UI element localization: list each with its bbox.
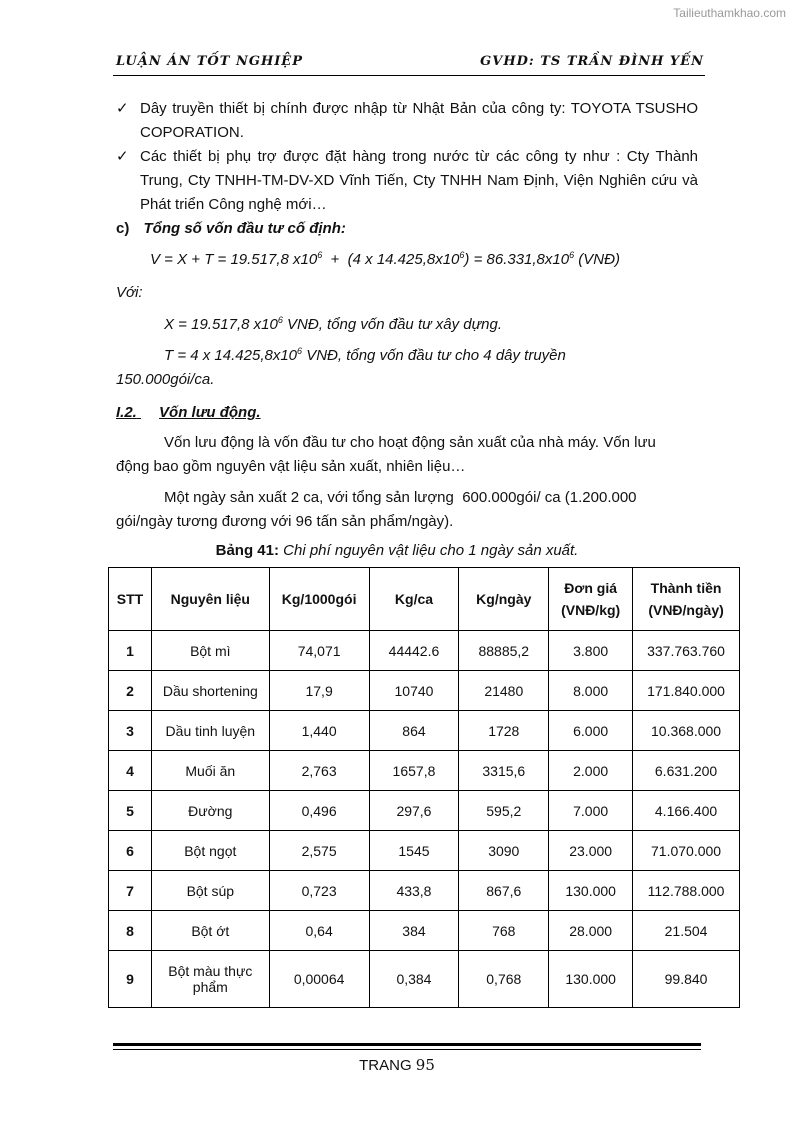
cell-unit-price: 2.000 [549, 751, 633, 791]
cell-kg-per-day: 867,6 [459, 871, 549, 911]
section-1-2-heading [116, 401, 698, 425]
cell-stt: 3 [109, 711, 152, 751]
header-rule [113, 75, 705, 76]
formula-rhs: ) = 86.331,8x10 [464, 251, 570, 268]
x-definition-exp: 6 [277, 315, 283, 325]
section-1-2-title: Vốn lưu động. [159, 404, 261, 421]
formula-exp: 6 [459, 250, 465, 260]
table-row [109, 791, 740, 831]
x-definition-desc: VNĐ, tổng vốn đầu tư xây dựng. [282, 316, 502, 333]
bullet-text: Dây truyền thiết bị chính được nhập từ Nhật Bản của công ty: TOYOTA TSUSHO COPORATION. [140, 100, 698, 141]
t-definition [164, 344, 746, 368]
t-definition-exp: 6 [297, 346, 303, 356]
table-row [109, 871, 740, 911]
table-body [109, 631, 740, 1008]
table-row [109, 751, 740, 791]
working-capital-para-line1: Vốn lưu động là vốn đầu tư cho hoạt động sản xuất của nhà máy. Vốn lưu [164, 434, 656, 451]
cell-stt: 8 [109, 911, 152, 951]
x-definition [164, 313, 746, 337]
cell-total: 337.763.760 [633, 631, 740, 671]
table-caption-label: Bảng 41: [215, 542, 279, 559]
col-header-unit-price: Đơn giá (VNĐ/kg) [549, 568, 633, 631]
footer-rule-thin [113, 1049, 701, 1050]
material-cost-table [108, 567, 740, 1008]
production-para-line2: gói/ngày tương đương với 96 tấn sản phẩm/ngày). [116, 513, 454, 530]
cell-unit-price: 28.000 [549, 911, 633, 951]
section-c-heading [116, 217, 698, 241]
bullet-item [116, 145, 698, 217]
cell-kg-per-shift: 1657,8 [369, 751, 459, 791]
cell-kg-per-day: 3090 [459, 831, 549, 871]
cell-kg-per-1000: 0,00064 [269, 951, 369, 1008]
col-header-material: Nguyên liệu [151, 568, 269, 631]
cell-total: 4.166.400 [633, 791, 740, 831]
cell-kg-per-shift: 384 [369, 911, 459, 951]
footer-rule-thick [113, 1043, 701, 1046]
cell-kg-per-1000: 2,763 [269, 751, 369, 791]
cell-kg-per-shift: 1545 [369, 831, 459, 871]
cell-material: Bột mì [151, 631, 269, 671]
cell-unit-price: 6.000 [549, 711, 633, 751]
cell-kg-per-1000: 2,575 [269, 831, 369, 871]
x-definition-value: X = 19.517,8 x10 [164, 316, 278, 333]
with-label: Với: [116, 284, 143, 301]
t-definition-cont: 150.000gói/ca. [116, 371, 215, 388]
bullet-item [116, 97, 698, 145]
cell-kg-per-1000: 74,071 [269, 631, 369, 671]
cell-total: 71.070.000 [633, 831, 740, 871]
cell-kg-per-shift: 44442.6 [369, 631, 459, 671]
cell-stt: 4 [109, 751, 152, 791]
cell-kg-per-1000: 1,440 [269, 711, 369, 751]
cell-unit-price: 7.000 [549, 791, 633, 831]
cell-kg-per-1000: 0,723 [269, 871, 369, 911]
cell-total: 171.840.000 [633, 671, 740, 711]
production-para-line1: Một ngày sản xuất 2 ca, với tổng sản lượng 600.000gói/ ca (1.200.000 [164, 489, 637, 506]
cell-material: Muối ăn [151, 751, 269, 791]
page-number [0, 1056, 794, 1074]
page-number-value: 95 [415, 1056, 435, 1074]
formula-mid: + (4 x 14.425,8x10 [322, 251, 460, 268]
cell-material: Dầu shortening [151, 671, 269, 711]
cell-material: Bột ngọt [151, 831, 269, 871]
cell-kg-per-1000: 0,496 [269, 791, 369, 831]
cell-kg-per-day: 1728 [459, 711, 549, 751]
formula-total [150, 248, 732, 272]
section-1-2-number: I.2. [116, 404, 137, 421]
cell-material: Bột màu thực phẩm [151, 951, 269, 1008]
cell-kg-per-day: 21480 [459, 671, 549, 711]
cell-kg-per-day: 595,2 [459, 791, 549, 831]
section-c-title: Tổng số vốn đầu tư cố định: [143, 220, 346, 237]
checkmark-icon: ✓ [116, 148, 129, 165]
table-header-row [109, 568, 740, 631]
table-caption [0, 542, 794, 559]
cell-total: 6.631.200 [633, 751, 740, 791]
cell-kg-per-shift: 10740 [369, 671, 459, 711]
formula-exp: 6 [569, 250, 575, 260]
cell-material: Bột ớt [151, 911, 269, 951]
formula-lhs: V = X + T = 19.517,8 x10 [150, 251, 318, 268]
cell-kg-per-shift: 297,6 [369, 791, 459, 831]
table-row [109, 831, 740, 871]
cell-material: Dầu tinh luyện [151, 711, 269, 751]
cell-kg-per-1000: 0,64 [269, 911, 369, 951]
col-header-kg-per-shift: Kg/ca [369, 568, 459, 631]
cell-kg-per-shift: 0,384 [369, 951, 459, 1008]
cell-total: 21.504 [633, 911, 740, 951]
table-row [109, 711, 740, 751]
cell-total: 10.368.000 [633, 711, 740, 751]
bullet-text: Các thiết bị phụ trợ được đặt hàng trong nước từ các công ty như : Cty Thành Trung, Cty TNHH-TM-DV-XD Vĩnh Tiến, Cty TNHH Nam Định, Viện Nghiên cứu và Phát triển Công nghệ mới… [140, 148, 698, 213]
cell-kg-per-shift: 864 [369, 711, 459, 751]
cell-material: Bột súp [151, 871, 269, 911]
cell-kg-per-day: 768 [459, 911, 549, 951]
formula-unit: (VNĐ) [574, 251, 620, 268]
col-header-total: Thành tiền (VNĐ/ngày) [633, 568, 740, 631]
cell-kg-per-day: 3315,6 [459, 751, 549, 791]
cell-kg-per-day: 0,768 [459, 951, 549, 1008]
header-supervisor: GVHD: TS TRẦN ĐÌNH YẾN [480, 54, 704, 69]
t-definition-value: T = 4 x 14.425,8x10 [164, 347, 298, 364]
cell-kg-per-1000: 17,9 [269, 671, 369, 711]
cell-stt: 6 [109, 831, 152, 871]
checkmark-icon: ✓ [116, 100, 129, 117]
table-row [109, 911, 740, 951]
col-header-kg-per-1000: Kg/1000gói [269, 568, 369, 631]
header-thesis-title: LUẬN ÁN TỐT NGHIỆP [116, 54, 303, 69]
table-row [109, 631, 740, 671]
cell-stt: 7 [109, 871, 152, 911]
cell-total: 99.840 [633, 951, 740, 1008]
cell-material: Đường [151, 791, 269, 831]
t-definition-desc: VNĐ, tổng vốn đầu tư cho 4 dây truyền [302, 347, 566, 364]
cell-stt: 2 [109, 671, 152, 711]
working-capital-para-line2: động bao gồm nguyên vật liệu sản xuất, nhiên liệu… [116, 458, 466, 475]
cell-unit-price: 8.000 [549, 671, 633, 711]
cell-stt: 5 [109, 791, 152, 831]
formula-exp: 6 [317, 250, 323, 260]
col-header-kg-per-day: Kg/ngày [459, 568, 549, 631]
cell-unit-price: 130.000 [549, 871, 633, 911]
col-header-stt: STT [109, 568, 152, 631]
section-c-label: c) [116, 220, 130, 237]
cell-kg-per-day: 88885,2 [459, 631, 549, 671]
cell-stt: 9 [109, 951, 152, 1008]
page-label: TRANG [359, 1057, 416, 1074]
table-row [109, 671, 740, 711]
watermark: Tailieuthamkhao.com [673, 6, 786, 20]
cell-unit-price: 3.800 [549, 631, 633, 671]
table-row [109, 951, 740, 1008]
table-caption-text: Chi phí nguyên vật liệu cho 1 ngày sản xuất. [278, 542, 579, 559]
cell-total: 112.788.000 [633, 871, 740, 911]
cell-stt: 1 [109, 631, 152, 671]
cell-kg-per-shift: 433,8 [369, 871, 459, 911]
cell-unit-price: 130.000 [549, 951, 633, 1008]
cell-unit-price: 23.000 [549, 831, 633, 871]
